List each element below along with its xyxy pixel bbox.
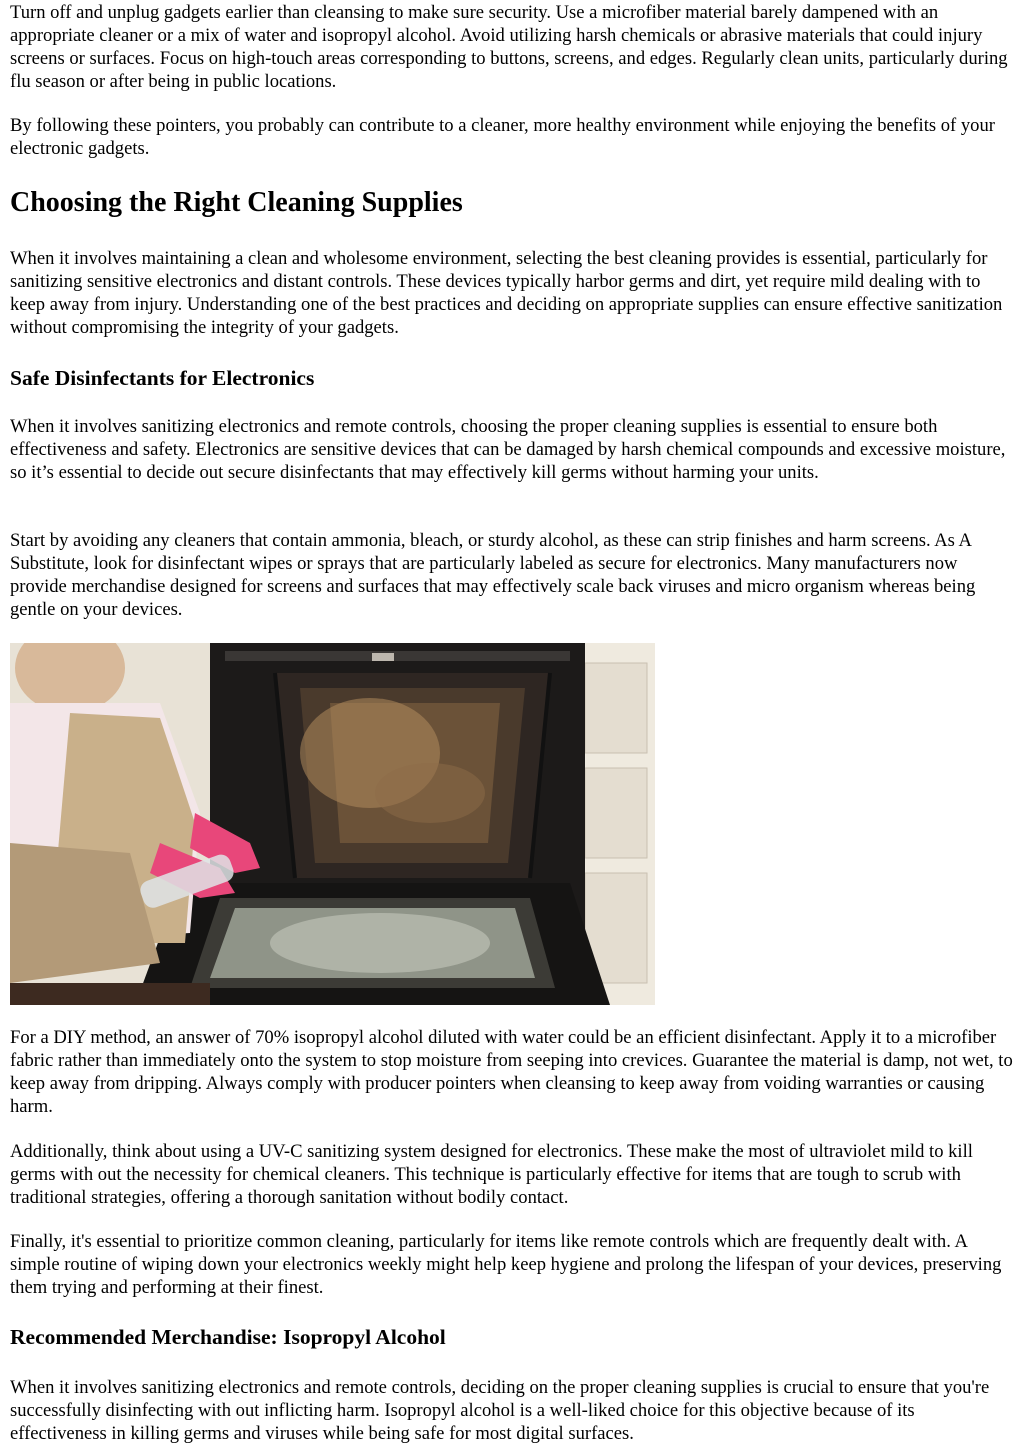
paragraph-following-pointers: By following these pointers, you probably can contribute to a cleaner, more healthy environment while enjoying the benefits of your electronic gadgets.	[10, 115, 995, 159]
paragraph-unplug-gadgets: Turn off and unplug gadgets earlier than cleansing to make sure security. Use a microfiber material barely dampened with an appropriate cleaner or a mix of water and isopropyl alcohol. Avoid utilizing harsh chemicals or abrasive materials that could injury screens or surfaces. Focus on high-touch areas corresponding to buttons, screens, and edges. Regularly clean units, particularly during flu season or after being in public locations.	[10, 2, 1008, 92]
paragraph-sanitizing-electronics: When it involves sanitizing electronics and remote controls, choosing the proper cleaning supplies is essential to ensure both effectiveness and safety. Electronics are sensitive devices that can be damaged by harsh chemical compounds and excessive moisture, so it’s essential to decide out secure disinfectants that may effectively kill germs without harming your units.	[10, 416, 1006, 483]
paragraph-common-cleaning: Finally, it's essential to prioritize common cleaning, particularly for items like remote controls which are frequently dealt with. A simple routine of wiping down your electronics weekly might help keep hygiene and prolong the lifespan of your devices, preserving them trying and performing at their finest.	[10, 1231, 1002, 1298]
paragraph-clean-environment: When it involves maintaining a clean and wholesome environment, selecting the best cleaning provides is essential, particularly for sanitizing sensitive electronics and distant controls. These devices typically harbor germs and dirt, yet require mild dealing with to keep away from injury. Understanding one of the best practices and deciding on appropriate supplies can ensure effective sanitization without compromising the integrity of your gadgets.	[10, 248, 1003, 338]
heading-choosing-supplies: Choosing the Right Cleaning Supplies	[10, 187, 463, 218]
oven-cleaning-photo	[10, 643, 655, 1005]
paragraph-uvc-sanitizing: Additionally, think about using a UV-C sanitizing system designed for electronics. These make the most of ultraviolet mild to kill germs with out the necessity for chemical cleaners. This technique is particularly effective for items that are tough to scrub with traditional strategies, offering a thorough sanitation without bodily contact.	[10, 1141, 973, 1208]
heading-safe-disinfectants: Safe Disinfectants for Electronics	[10, 366, 315, 390]
paragraph-avoid-cleaners: Start by avoiding any cleaners that contain ammonia, bleach, or sturdy alcohol, as these can strip finishes and harm screens. As A Substitute, look for disinfectant wipes or sprays that are particularly labeled as secure for electronics. Many manufacturers now provide merchandise designed for screens and surfaces that may effectively scale back viruses and micro organism whereas being gentle on your devices.	[10, 530, 976, 620]
paragraph-isopropyl-alcohol: When it involves sanitizing electronics and remote controls, deciding on the proper cleaning supplies is crucial to ensure that you're successfully disinfecting with out inflicting harm. Isopropyl alcohol is a well-liked choice for this objective because of its effectiveness in killing germs and viruses while being safe for most digital surfaces.	[10, 1377, 990, 1444]
heading-recommended-merchandise: Recommended Merchandise: Isopropyl Alcohol	[10, 1325, 446, 1349]
paragraph-diy-method: For a DIY method, an answer of 70% isopropyl alcohol diluted with water could be an efficient disinfectant. Apply it to a microfiber fabric rather than immediately onto the system to stop moisture from seeping into crevices. Guarantee the material is damp, not wet, to keep away from dripping. Always comply with producer pointers when cleansing to keep away from voiding warranties or causing harm.	[10, 1027, 1013, 1117]
